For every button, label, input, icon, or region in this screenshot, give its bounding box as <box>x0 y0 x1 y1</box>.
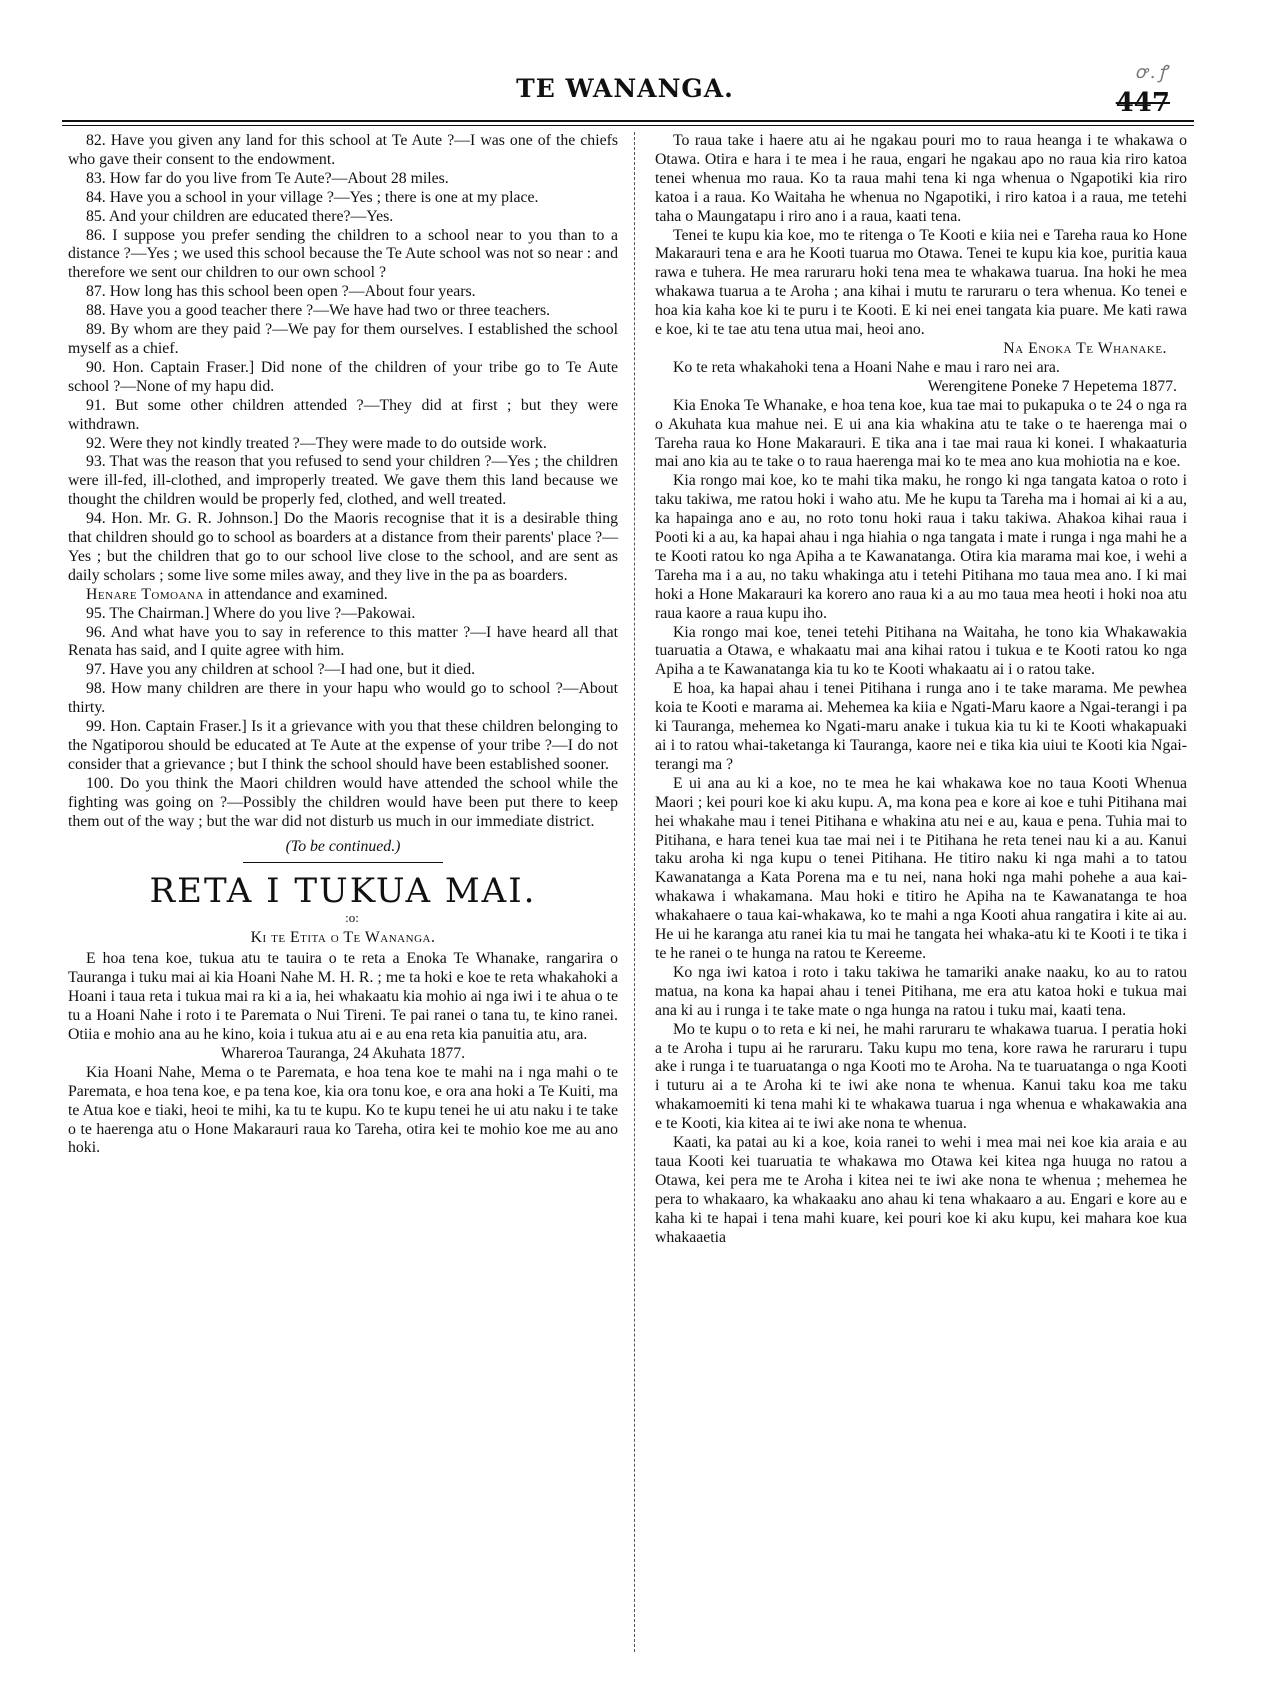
left-column <box>68 132 618 1158</box>
paragraph: 100. Do you think the Maori children would have attended the school while the fighting was going on ?—Possibly the children would have been put there to keep them out of the way ; but the war did not disturb us much in our immediate district. <box>68 774 618 830</box>
paragraph: 93. That was the reason that you refused to send your children ?—Yes ; the children were ill-fed, ill-clothed, and improperly treated. We gave them this land because we thought the children would be properly fed, clothed, and well treated. <box>68 453 618 509</box>
letter-continuation <box>655 132 1187 340</box>
evidence-paragraphs-2 <box>68 605 618 832</box>
letter-body-2 <box>68 1064 618 1159</box>
paragraph: 90. Hon. Captain Fraser.] Did none of the children of your tribe go to Te Aute school ?—None of my hapu did. <box>68 358 618 395</box>
newspaper-title: TE WANANGA. <box>516 74 734 103</box>
section-rule <box>243 862 443 863</box>
letter-dateline: Whareroa Tauranga, 24 Akuhata 1877. <box>220 1044 466 1062</box>
paragraph: 98. How many children are there in your hapu who would go to school ?—About thirty. <box>68 680 618 717</box>
reply-letter-body <box>655 397 1187 1248</box>
page-header <box>60 60 1190 118</box>
paragraph: 89. By whom are they paid ?—We pay for them ourselves. I established the school myself as a chief. <box>68 321 618 357</box>
page-number: 447 <box>1115 88 1170 118</box>
letter-signature: Na Enoka Te Whanake. <box>1003 339 1167 357</box>
paragraph: Ko te reta whakahoki tena a Hoani Nahe e mau i raro nei ara. <box>673 358 1060 376</box>
paragraph: 84. Have you a school in your village ?—Yes ; there is one at my place. <box>86 188 539 206</box>
witness-name: Henare Tomoana <box>86 585 204 603</box>
letter-addressee: Ki te Etita o Te Wananga. <box>250 929 436 947</box>
header-rule <box>62 120 1194 122</box>
paragraph: 96. And what have you to say in reference to this matter ?—I have heard all that Renata has said, and I quite agree with him. <box>68 623 618 660</box>
paragraph: 97. Have you any children at school ?—I had one, but it died. <box>86 661 476 679</box>
letter-body <box>68 950 618 1045</box>
paragraph: 91. But some other children attended ?—They did at first ; but they were withdrawn. <box>68 396 618 433</box>
ornament: :o: <box>345 910 359 926</box>
paragraph: Ko nga iwi katoa i roto i taku takiwa he tamariki anake naaku, ko au to ratou matua, na kona ka hapai ahau i tenei Pitihana, me era atu katoa hoki e tukua mai ana ki au i runga i te take mate o nga hunga na ratou i tuku mai, kaati tena. <box>655 963 1187 1019</box>
handwritten-mark: ꝍ.ꝭ <box>1134 62 1170 83</box>
section-headline: RETA I TUKUA MAI. <box>149 871 537 912</box>
paragraph: E ui ana au ki a koe, no te mea he kai whakawa koe no taua Kooti Whenua Maori ; kei pouri koe ki aku kupu. A, ma kona pea e kore ai koe e tuhi Pitihana mai hei whakahe mau i tenei Pitihana e whakina atu nei e au, kaua e pena. Tuhia mai to Pitihana, e hara tenei kua tae mai nei i te Pitihana he reta tenei nau ki a au. Kanui taku aroha ki nga kupu o tenei Pitihana. He titiro naku ki nga mahi a to tatou Kawanatanga a Kata Porena ma e tu nei, nana hoki nga mahi pohehe a aua kai-whakawa i whakamana. Mau hoki e titiro he Apiha na te Kawanatanga te hoa whakahaere o taua kai-whakawa, ko te mahi a nga Kooti ahua rangatira i kite ai au. He ui he karanga atu ranei kia tu mai he tangata hei whaka-atu ki te Kooti i te tika i te he ranei o te hunga na ratou te Kereeme. <box>655 774 1187 962</box>
header-rule-thin <box>62 125 1194 126</box>
attendance-text: in attendance and examined. <box>203 585 388 603</box>
attendance-line <box>68 586 618 605</box>
right-column <box>655 132 1187 1247</box>
evidence-paragraphs <box>68 132 618 586</box>
paragraph: E hoa, ka hapai ahau i tenei Pitihana i runga ano i te take marama. Me pewhea koia te Kooti e marama ai. Mehemea ka kiia e Ngati-Maru kaore a Ngai-terangi i pa ki Tauranga, mehemea ko Ngati-maru anake i tukua kia tu ki te Kooti whakapuaki ai i to ratou whai-taketanga ki Tauranga, kaore nei e tika kia uiui te Kooti kia Ngai-terangi ma ? <box>655 680 1187 773</box>
paragraph: Kia Enoka Te Whanake, e hoa tena koe, kua tae mai to pukapuka o te 24 o nga ra o Akuhata kua mahue nei. E ui ana kia whakina atu te take o te haerenga mai o Tareha raua ko Hone Makarauri. E tika ana i tae mai raua ki konei. I whakaaturia mai ano kia au te take o to raua haerenga mai ko te mea ano kua mohiotia na e koe. <box>655 396 1187 471</box>
paragraph: E hoa tena koe, tukua atu te tauira o te reta a Enoka Te Whanake, rangarira o Tauranga i tuku mai ai kia Hoani Nahe M. H. R. ; me ta hoki e koe te reta whakahoki a Hoani i taua reta i tukua mai ra ki a ia, hei whakaatu kia mohio ai nga iwi i te ahua o te tu a Hoani Nahe i roto i te Paremata o Nui Tireni. Te pai ranei o tana tu, te kino ranei. Otiia e mohio ana au he kino, koia i tukua atu ai e au ena reta kia panuitia atu, ara. <box>68 950 618 1043</box>
paragraph: 82. Have you given any land for this school at Te Aute ?—I was one of the chiefs who gave their consent to the endowment. <box>68 132 618 168</box>
paragraph: Tenei te kupu kia koe, mo te ritenga o Te Kooti e kiia nei e Tareha raua ko Hone Makarauri tena e ara he Kooti tuarua mo Otawa. Tenei te kupu kia koe, puritia kaua rawa e tuhera. He mea raruraru hoki tena mea te whakawa tuarua. Ina hoki he mea whakawa tuarua a te Aroha ; ana kihai i mutu te raruraru o tera whenua. Ko tenei e hoa kia kaha koe ki te puru i te Kooti. E ki nei enei tangata kia puare. Me kati rawa e koe, ki te tae atu tena utua mai, heoi ano. <box>655 226 1187 339</box>
paragraph: Kia rongo mai koe, tenei tetehi Pitihana na Waitaha, he tono kia Whakawakia tuaruatia a Otawa, e whakaatu mai ana kihai ratou i tukua e te Kooti ratou ko nga Apiha a te Kawanatanga kia tu ko te Kooti whakaatu ai i o ratou take. <box>655 623 1187 679</box>
paragraph: 99. Hon. Captain Fraser.] Is it a grievance with you that these children belonging to the Ngatiporou should be educated at Te Aute at the expense of your tribe ?—I do not consider that a grievance ; but I think the school should have been established sooner. <box>68 718 618 773</box>
paragraph: 85. And your children are educated there?—Yes. <box>86 207 394 225</box>
paragraph: 87. How long has this school been open ?—About four years. <box>86 283 476 301</box>
column-divider <box>634 132 635 1652</box>
paragraph: 88. Have you a good teacher there ?—We have had two or three teachers. <box>86 302 551 320</box>
paragraph: Mo te kupu o to reta e ki nei, he mahi raruraru te whakawa tuarua. I peratia hoki a te Aroha i tupu ai he raruraru. Taku kupu mo tena, kore rawa he raruraru i tupu ake i runga i te tuaruatanga o nga Kooti mo te Aroha. Na te tuaruatanga o nga Kooti i tuturu ai a te Aroha ki te iwi ake nona te whenua. Kanui taku koa me taku whakamoemiti ki tena mahi ki te whakawa tuarua i nga whenua e whakawakia ana e te Kooti, kia kitea ai te iwi ake nona te whenua. <box>655 1020 1187 1133</box>
reply-intro <box>655 359 1187 378</box>
paragraph: 92. Were they not kindly treated ?—They were made to do outside work. <box>86 434 547 452</box>
continued-note: (To be continued.) <box>285 837 401 855</box>
paragraph: Kia Hoani Nahe, Mema o te Paremata, e hoa tena koe te mahi na i nga mahi o te Paremata, e hoa tena koe, e pa tena koe, kia ora tonu koe, e ora ana hoki a Te Kuiti, ma te Atua koe e tiaki, heoi te mihi, ka tu te kupu. Ko te kupu tenei he ui atu naku i te take o te haerenga atu o Hone Makarauri raua ko Tareha, otira kei te mohio koe me au ano hoki. <box>68 1063 618 1157</box>
reply-dateline: Werengitene Poneke 7 Hepetema 1877. <box>927 377 1177 395</box>
paragraph: 83. How far do you live from Te Aute?—About 28 miles. <box>86 169 449 187</box>
paragraph: 94. Hon. Mr. G. R. Johnson.] Do the Maoris recognise that it is a desirable thing that children should go to school as boarders at a distance from their parents' place ?—Yes ; but the children that go to our school live close to the school, and are sent as daily scholars ; some live some miles away, and they live in the pa as boarders. <box>68 510 618 584</box>
paragraph: 95. The Chairman.] Where do you live ?—Pakowai. <box>86 604 416 622</box>
paragraph: To raua take i haere atu ai he ngakau pouri mo to raua heanga i te whakawa o Otawa. Otira e hara i te mea i he raua, engari he ngakau apo no raua kia riro katoa tenei whenua mo raua. Ko ta raua mahi tena ki nga whenua o Ngapotiki kia riro katoa i a raua. Ko Waitaha he whenua no Ngapotiki, i riro katoa i a raua, me tetehi taha o Maungatapu i riro ano i a raua, kaati tena. <box>655 132 1187 225</box>
paragraph: Kaati, ka patai au ki a koe, koia ranei to wehi i mea mai nei koe kia araia e au taua Kooti kei tuaruatia te whakawa mo Otawa kei kitea nga huuga no ratou a Otawa, kei pera me te Aroha i kitea nei te iwi ake nona te whenua ; mehemea he pera to whakaaro, ka whakaaku ano ahau ki tena whakaaro a au. Engari e kore au e kaha ki te hapai i tena mahi kuare, kei pouri koe ki aku kupu, kei mahara koe kua whakaaetia <box>655 1134 1187 1246</box>
paragraph: 86. I suppose you prefer sending the children to a school near to you than to a distance ?—Yes ; we used this school because the Te Aute school was not so near : and therefore we sent our children to our own school ? <box>68 226 618 282</box>
paragraph: Kia rongo mai koe, ko te mahi tika maku, he rongo ki nga tangata katoa o roto i taku takiwa, me ratou hoki i waho atu. Me he kupu ta Tareha ma i homai ai ki a au, ka hapainga ano e au, no roto tonu hoki raua i taku takiwa. Ahakoa kihai raua i Pooti ki a au, ka hapai ahau i nga hiahia o nga tangata i mate i runga i nga mahi he a te Kooti ratou ko nga Apiha a te Kawanatanga. Otira kia marama mai koe, i wehi a Tareha ma i a au, no taku whakinga atu i tetehi Pitihana mo taua mea ano. I ki mai hoki a Hone Makarauri ka korero ano raua ki a au mo taua mea heoti i hoki noa atu raua kaore a raua kupu iho. <box>655 472 1187 622</box>
